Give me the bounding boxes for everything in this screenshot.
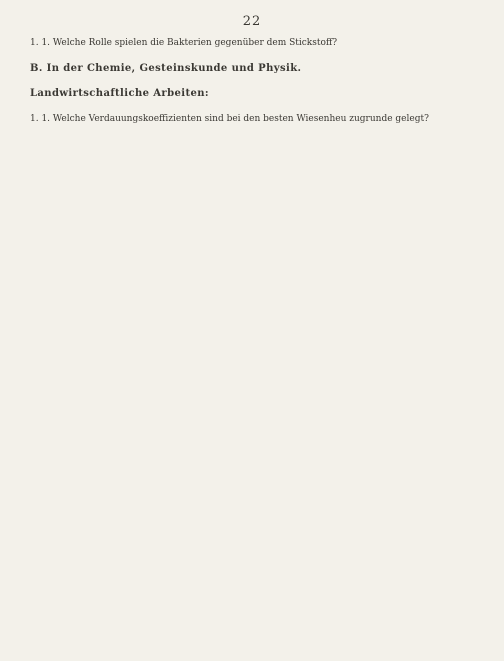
section-4-snippet: 1. 1. Welche Verdauungskoeffizienten sind bei den besten Wiesenheu zugrunde gelegt? — [30, 114, 429, 125]
section-1-snippet: 1. 1. Welche Rolle spielen die Bakterien gegenüber dem Stickstoff? — [30, 38, 338, 48]
section-3 — [30, 88, 474, 99]
section-1 — [30, 37, 474, 49]
section-2 — [30, 63, 474, 74]
section-4 — [30, 113, 474, 125]
page-number: 22 — [242, 14, 262, 29]
section-2-title: B. In der Chemie, Gesteinskunde und Physik. — [30, 63, 302, 75]
section-3-title: Landwirtschaftliche Arbeiten: — [30, 88, 209, 100]
